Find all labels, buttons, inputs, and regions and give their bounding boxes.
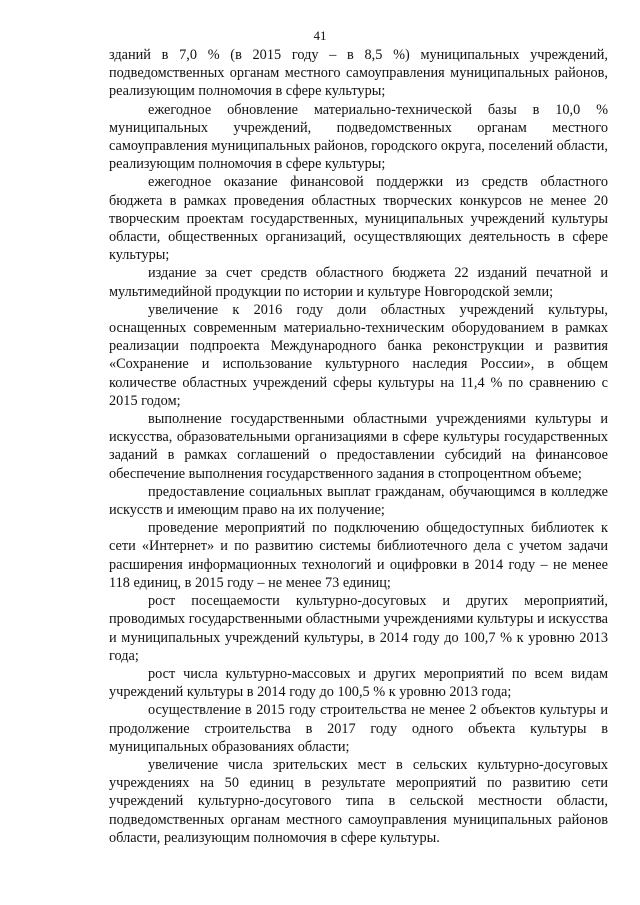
document-body <box>109 46 608 847</box>
paragraph: осуществление в 2015 году строительства не менее 2 объектов культуры и продолжение строительства в 2017 году одного объекта культуры в муниципальных образованиях области; <box>109 702 608 755</box>
paragraph: увеличение числа зрительских мест в сельских культурно-досуговых учреждениях на 50 единиц в результате мероприятий по развитию сети учреждений культурно-досугового типа в сельской местности области, подведомственных органам местного самоуправления муниципальных районов области, реализующим полномочия в сфере культуры. <box>109 756 608 846</box>
paragraph: рост посещаемости культурно-досуговых и других мероприятий, проводимых государственными областными учреждениями культуры и искусства и муниципальных учреждений культуры, в 2014 году до 100,7 % к уровню 2013 года; <box>109 593 608 664</box>
paragraph: издание за счет средств областного бюджета 22 изданий печатной и мультимедийной продукции по истории и культуре Новгородской земли; <box>109 265 608 300</box>
paragraph: проведение мероприятий по подключению общедоступных библиотек к сети «Интернет» и по развитию системы библиотечного дела с учетом задачи расширения информационных технологий и оцифровки в 2014 году – не менее 118 единиц, в 2015 году – не менее 73 единиц; <box>109 520 608 591</box>
paragraph: ежегодное оказание финансовой поддержки из средств областного бюджета в рамках проведения областных творческих конкурсов не менее 20 творческим проектам государственных, муниципальных учреждений культуры области, общественных организаций, осуществляющих деятельность в сфере культуры; <box>109 174 608 264</box>
paragraph: ежегодное обновление материально-технической базы в 10,0 % муниципальных учреждений, подведомственных органам местного самоуправления муниципальных районов, городского округа, поселений области, реализующим полномочия в сфере культуры; <box>109 101 608 173</box>
paragraph: рост числа культурно-массовых и других мероприятий по всем видам учреждений культуры в 2014 году до 100,5 % к уровню 2013 года; <box>109 665 608 701</box>
paragraph: предоставление социальных выплат гражданам, обучающимся в колледже искусств и имеющим право на их получение; <box>109 483 608 519</box>
paragraph: увеличение к 2016 году доли областных учреждений культуры, оснащенных современным материально-техническим оборудованием в рамках реализации подпроекта Международного банка реконструкции и развития «Сохранение и использование культурного наследия России», в общем количестве областных учреждений сферы культуры на 11,4 % по сравнению с 2015 годом; <box>109 301 608 409</box>
paragraph: выполнение государственными областными учреждениями культуры и искусства, образовательными организациями в сфере культуры государственных заданий в рамках соглашений о предоставлении субсидий на финансовое обеспечение выполнения государственного задания в стопроцентном объеме; <box>109 411 608 482</box>
page-number: 41 <box>313 28 327 43</box>
paragraph: зданий в 7,0 % (в 2015 году – в 8,5 %) муниципальных учреждений, подведомственных органам местного самоуправления муниципальных районов, реализующим полномочия в сфере культуры; <box>109 47 608 100</box>
